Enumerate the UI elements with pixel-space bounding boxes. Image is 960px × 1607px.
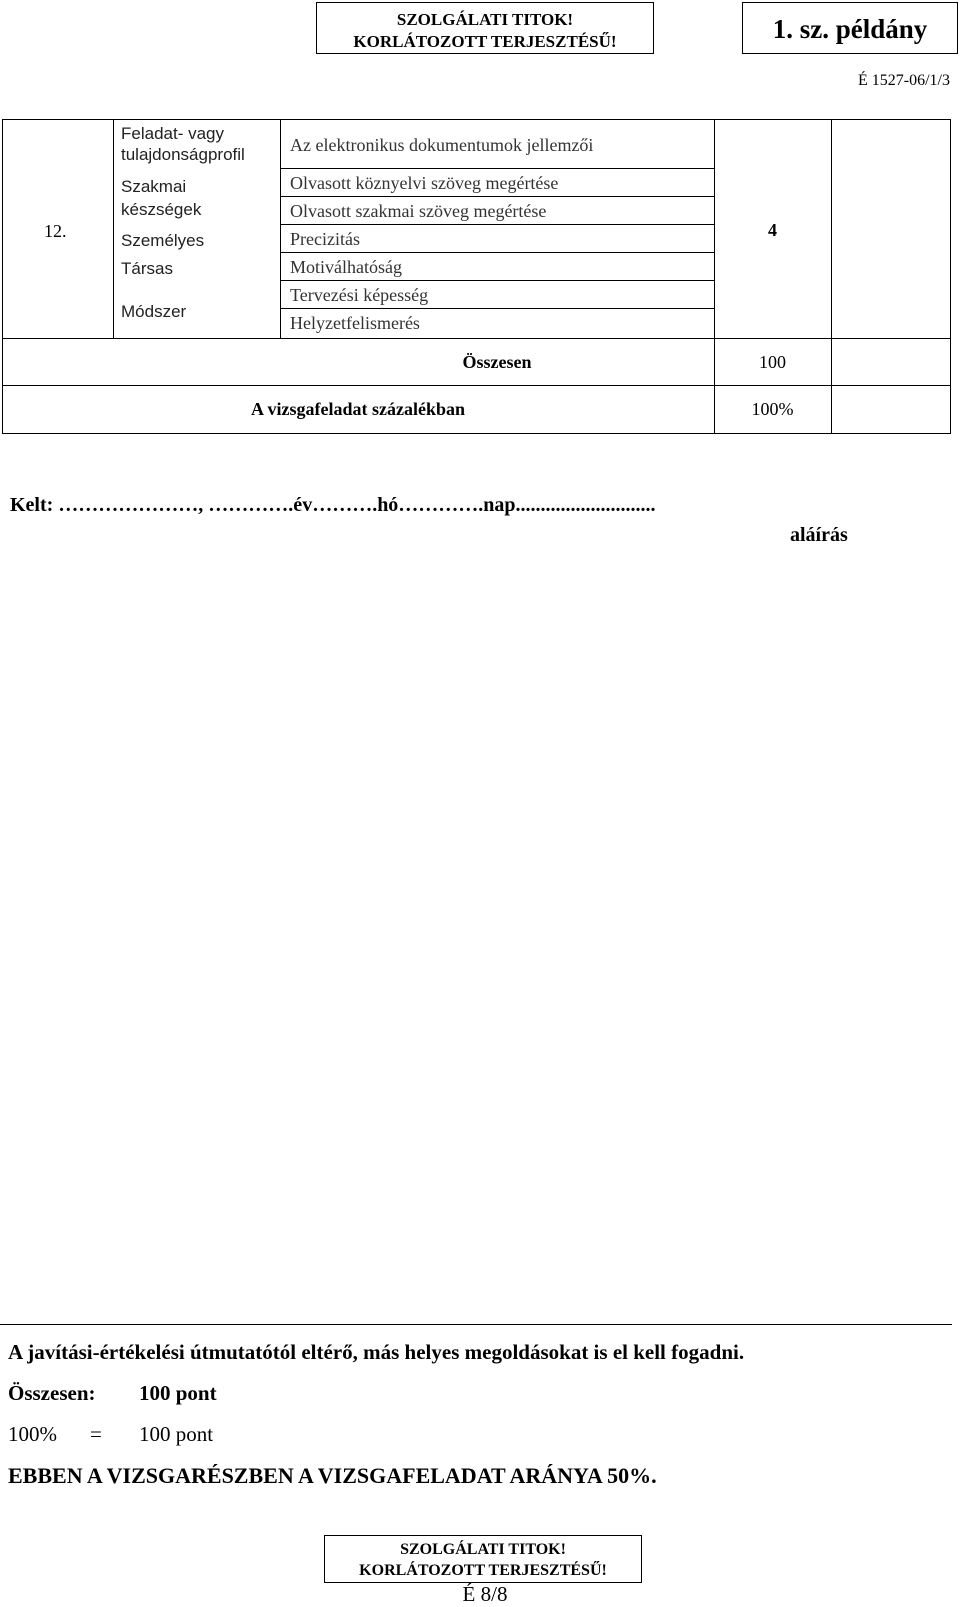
category-szakmai: Szakmai (121, 177, 187, 196)
header-secret-line2: KORLÁTOZOTT TERJESZTÉSŰ! (353, 32, 617, 51)
table-col-divider (280, 119, 281, 339)
pct-eq: = (90, 1422, 102, 1446)
profile-item: Olvasott szakmai szöveg megértése (290, 201, 547, 221)
table-col-divider (831, 119, 832, 434)
header-copy-label: 1. sz. példány (742, 2, 958, 54)
table-col-divider (714, 119, 715, 434)
row-number: 12. (44, 221, 67, 241)
profile-item: Tervezési képesség (290, 285, 429, 305)
table-line (280, 168, 714, 169)
total-value: 100 (759, 352, 786, 372)
table-left-border (2, 119, 3, 434)
header-doc-code: É 1527-06/1/3 (858, 72, 950, 89)
footer-secret-line1: SZOLGÁLATI TITOK! (400, 1541, 566, 1558)
table-top-border (2, 119, 950, 120)
ratio-statement: EBBEN A VIZSGARÉSZBEN A VIZSGAFELADAT ARÁNYA 50%. (8, 1463, 657, 1488)
separator-line (0, 1324, 952, 1325)
table-line (280, 224, 714, 225)
date-line: Kelt: …………………, ………….év……….hó………….nap............................ (10, 494, 656, 516)
table-col-divider (113, 119, 114, 339)
table-line (280, 196, 714, 197)
pct-label: 100% (8, 1422, 57, 1446)
profile-item: Olvasott köznyelvi szöveg megértése (290, 173, 559, 193)
profile-item: Helyzetfelismerés (290, 313, 420, 333)
page-number: É 8/8 (462, 1582, 508, 1606)
category-profile: Feladat- vagy tulajdonságprofil (121, 124, 245, 164)
category-keszsegek: készségek (121, 200, 202, 219)
grading-note: A javítási-értékelési útmutatótól eltérő, más helyes megoldásokat is el kell fogadni. (8, 1340, 745, 1364)
category-tarsas: Társas (121, 259, 173, 278)
sum-label: Összesen: (8, 1381, 96, 1405)
table-line (280, 252, 714, 253)
category-modszer: Módszer (121, 302, 187, 321)
percent-value: 100% (751, 399, 794, 419)
profile-item: Az elektronikus dokumentumok jellemzői (290, 135, 594, 155)
signature-label: aláírás (790, 524, 848, 546)
profile-item: Motiválhatóság (290, 257, 402, 277)
table-row-divider (2, 385, 950, 386)
footer-secret-stamp (324, 1535, 642, 1583)
total-label: Összesen (462, 352, 532, 372)
table-row-divider (2, 338, 950, 339)
percent-label: A vizsgafeladat százalékban (251, 399, 465, 419)
table-line (280, 280, 714, 281)
sum-value: 100 pont (139, 1381, 217, 1405)
profile-item: Precizitás (290, 229, 360, 249)
category-szemelyes: Személyes (121, 231, 205, 250)
sum-line (8, 1381, 217, 1406)
pct-value: 100 pont (139, 1422, 214, 1446)
table-line (280, 308, 714, 309)
footer-secret-line2: KORLÁTOZOTT TERJESZTÉSŰ! (359, 1562, 607, 1579)
table-right-border (950, 119, 951, 434)
points-value: 4 (768, 220, 777, 240)
header-secret-stamp (316, 2, 654, 54)
table-bottom-border (2, 433, 950, 434)
header-secret-line1: SZOLGÁLATI TITOK! (396, 10, 574, 29)
percent-line (8, 1422, 214, 1447)
